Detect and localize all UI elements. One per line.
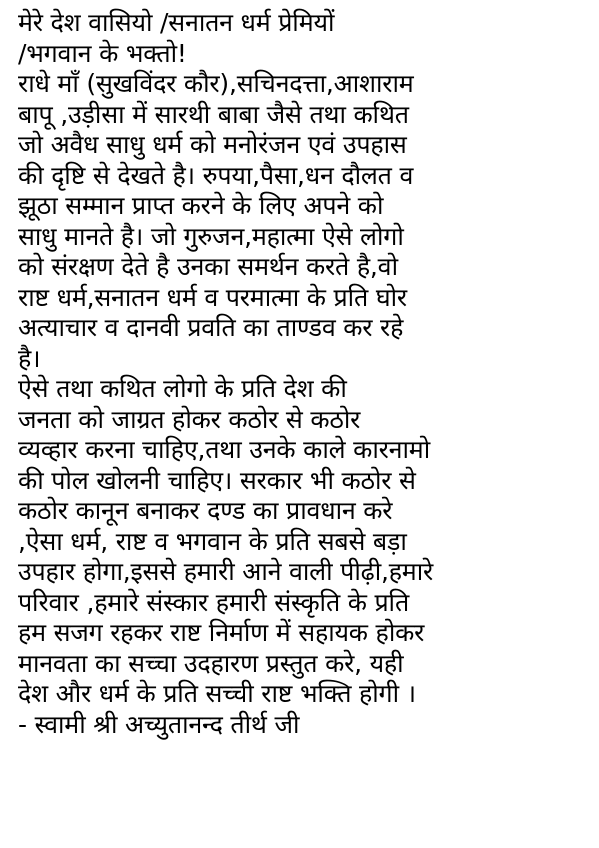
text-line: साधु मानते है। जो गुरुजन,महात्मा ऐसे लोगो — [18, 221, 404, 251]
text-line: हम सजग रहकर राष्ट निर्माण में सहायक होकर — [18, 618, 425, 647]
text-line: को संरक्षण देते है उनका समर्थन करते है,वो — [18, 252, 398, 281]
text-line: बापू ,उड़ीसा में सारथी बाबा जैसे तथा कथित — [18, 99, 409, 129]
text-line: कठोर कानून बनाकर दण्ड का प्रावधान करे — [18, 496, 393, 525]
text-line: राष्ट धर्म,सनातन धर्म व परमात्मा के प्रति घोर — [18, 282, 407, 312]
text-line: की पोल खोलनी चाहिए। सरकार भी कठोर से — [18, 465, 416, 495]
text-line: जो अवैध साधु धर्म को मनोरंजन एवं उपहास — [18, 130, 407, 159]
text-line: अत्याचार व दानवी प्रवति का ताण्डव कर रहे — [18, 313, 404, 342]
text-line: ऐसे तथा कथित लोगो के प्रति देश की — [18, 374, 347, 403]
text-line: मेरे देश वासियो /सनातन धर्म प्रेमियों — [18, 8, 335, 37]
text-line: राधे माँ (सुखविंदर कौर),सचिनदत्ता,आशाराम — [18, 69, 414, 98]
text-line: है। — [18, 343, 41, 373]
text-line: परिवार ,हमारे संस्कार हमारी संस्कृति के प्रति — [18, 587, 410, 617]
signature-line: - स्वामी श्री अच्युतानन्द तीर्थ जी — [18, 709, 300, 739]
text-line: /भगवान के भक्तो! — [18, 38, 187, 68]
text-line: की दृष्टि से देखते है। रुपया,पैसा,धन दौलत व — [18, 160, 414, 190]
text-line: व्यव्हार करना चाहिए,तथा उनके काले कारनामो — [18, 435, 431, 464]
text-line: जनता को जाग्रत होकर कठोर से कठोर — [18, 404, 361, 434]
text-line: झूठा सम्मान प्राप्त करने के लिए अपने को — [18, 191, 384, 220]
text-line: देश और धर्म के प्रति सच्ची राष्ट भक्ति होगी । — [18, 679, 416, 708]
text-line: मानवता का सच्चा उदहारण प्रस्तुत करे, यही — [18, 648, 404, 678]
text-line: ,ऐसा धर्म, राष्ट व भगवान के प्रति सबसे बड़ा — [18, 526, 407, 556]
text-line: उपहार होगा,इससे हमारी आने वाली पीढ़ी,हमारे — [18, 557, 434, 586]
